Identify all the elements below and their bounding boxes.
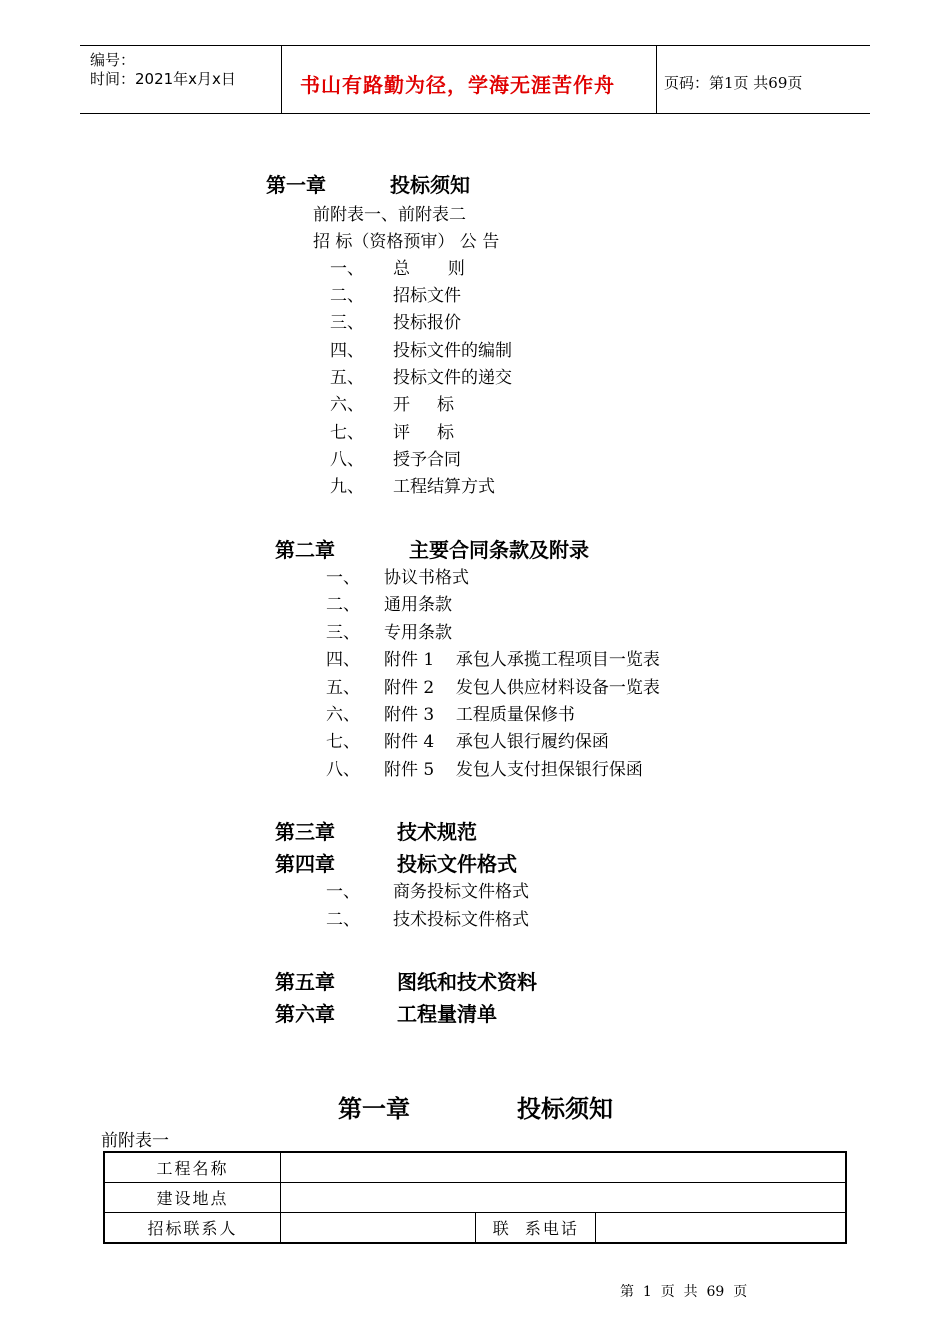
table-label-cell: 建设地点 bbox=[104, 1183, 281, 1213]
date-label: 时间：2021年x月x日 bbox=[90, 70, 236, 88]
header-divider-right bbox=[656, 45, 657, 113]
table-row bbox=[104, 1183, 846, 1213]
toc-item-text: 开 标 bbox=[393, 395, 455, 415]
appendix-table-1 bbox=[103, 1151, 847, 1244]
toc-item-text: 授予合同 bbox=[393, 450, 461, 470]
footer-page-number: 第 1 页 共 69 页 bbox=[620, 1284, 748, 1300]
table-row bbox=[104, 1152, 846, 1183]
table-label-cell: 工程名称 bbox=[104, 1152, 281, 1183]
header-top-rule bbox=[80, 45, 870, 46]
toc-item-num: 七、 bbox=[330, 423, 364, 443]
toc-item-num: 一、 bbox=[326, 882, 360, 902]
toc-item-text: 招标文件 bbox=[393, 286, 461, 306]
table-label-cell: 招标联系人 bbox=[104, 1213, 281, 1244]
toc-item-text: 投标报价 bbox=[393, 313, 461, 333]
toc-item-num: 一、 bbox=[330, 259, 364, 279]
toc-item-num: 三、 bbox=[326, 623, 360, 643]
header-page-label: 页码：第1页 共69页 bbox=[664, 74, 803, 92]
table-value-cell[interactable] bbox=[596, 1213, 846, 1244]
table-value-cell[interactable] bbox=[281, 1213, 476, 1244]
toc-item-num: 二、 bbox=[326, 910, 360, 930]
toc-item-num: 二、 bbox=[330, 286, 364, 306]
toc-item-text: 附件 1 承包人承揽工程项目一览表 bbox=[384, 650, 660, 670]
toc-item-num: 八、 bbox=[326, 760, 360, 780]
toc-item-num: 五、 bbox=[326, 678, 360, 698]
toc-item-text: 工程结算方式 bbox=[393, 477, 495, 497]
toc-item-text: 投标文件的递交 bbox=[393, 368, 512, 388]
toc-chapter1-intro-2: 招 标（资格预审） 公 告 bbox=[313, 232, 500, 252]
section-chapter-title: 投标须知 bbox=[517, 1095, 613, 1123]
toc-item-num: 七、 bbox=[326, 732, 360, 752]
serial-label: 编号： bbox=[90, 51, 136, 69]
toc-item-text: 附件 4 承包人银行履约保函 bbox=[384, 732, 609, 752]
toc-chapter1-title: 投标须知 bbox=[390, 173, 470, 197]
toc-chapter6-title: 工程量清单 bbox=[397, 1002, 497, 1026]
toc-item-num: 九、 bbox=[330, 477, 364, 497]
toc-item-text: 技术投标文件格式 bbox=[393, 910, 529, 930]
toc-item-num: 六、 bbox=[330, 395, 364, 415]
toc-item-text: 附件 3 工程质量保修书 bbox=[384, 705, 575, 725]
toc-item-text: 协议书格式 bbox=[384, 568, 469, 588]
section-chapter-num: 第一章 bbox=[338, 1095, 410, 1123]
toc-item-text: 商务投标文件格式 bbox=[393, 882, 529, 902]
header-motto: 书山有路勤为径，学海无涯苦作舟 bbox=[300, 73, 615, 97]
toc-chapter2-title: 主要合同条款及附录 bbox=[409, 538, 589, 562]
toc-chapter4-title: 投标文件格式 bbox=[397, 852, 517, 876]
table-value-cell[interactable] bbox=[281, 1152, 847, 1183]
toc-item-num: 六、 bbox=[326, 705, 360, 725]
toc-item-text: 附件 2 发包人供应材料设备一览表 bbox=[384, 678, 660, 698]
toc-chapter6-num: 第六章 bbox=[275, 1002, 335, 1026]
toc-item-text: 附件 5 发包人支付担保银行保函 bbox=[384, 760, 643, 780]
toc-item-num: 二、 bbox=[326, 595, 360, 615]
table-value-cell[interactable] bbox=[281, 1183, 847, 1213]
toc-chapter1-num: 第一章 bbox=[266, 173, 326, 197]
toc-item-num: 八、 bbox=[330, 450, 364, 470]
table-label-cell: 联 系电话 bbox=[476, 1213, 596, 1244]
toc-chapter2-num: 第二章 bbox=[275, 538, 335, 562]
table-row bbox=[104, 1213, 846, 1244]
table-caption: 前附表一 bbox=[101, 1131, 169, 1151]
toc-chapter4-num: 第四章 bbox=[275, 852, 335, 876]
toc-item-num: 三、 bbox=[330, 313, 364, 333]
toc-item-text: 评 标 bbox=[393, 423, 455, 443]
toc-item-num: 一、 bbox=[326, 568, 360, 588]
header-divider-left bbox=[281, 45, 282, 113]
toc-item-text: 投标文件的编制 bbox=[393, 341, 512, 361]
toc-item-text: 通用条款 bbox=[384, 595, 452, 615]
toc-chapter3-num: 第三章 bbox=[275, 820, 335, 844]
toc-item-text: 专用条款 bbox=[384, 623, 452, 643]
toc-chapter5-title: 图纸和技术资料 bbox=[397, 970, 537, 994]
toc-chapter3-title: 技术规范 bbox=[397, 820, 477, 844]
header-bottom-rule bbox=[80, 113, 870, 114]
toc-item-num: 五、 bbox=[330, 368, 364, 388]
toc-item-text: 总 则 bbox=[393, 259, 465, 279]
toc-chapter5-num: 第五章 bbox=[275, 970, 335, 994]
toc-chapter1-intro-1: 前附表一、前附表二 bbox=[313, 205, 466, 225]
toc-item-num: 四、 bbox=[330, 341, 364, 361]
toc-item-num: 四、 bbox=[326, 650, 360, 670]
